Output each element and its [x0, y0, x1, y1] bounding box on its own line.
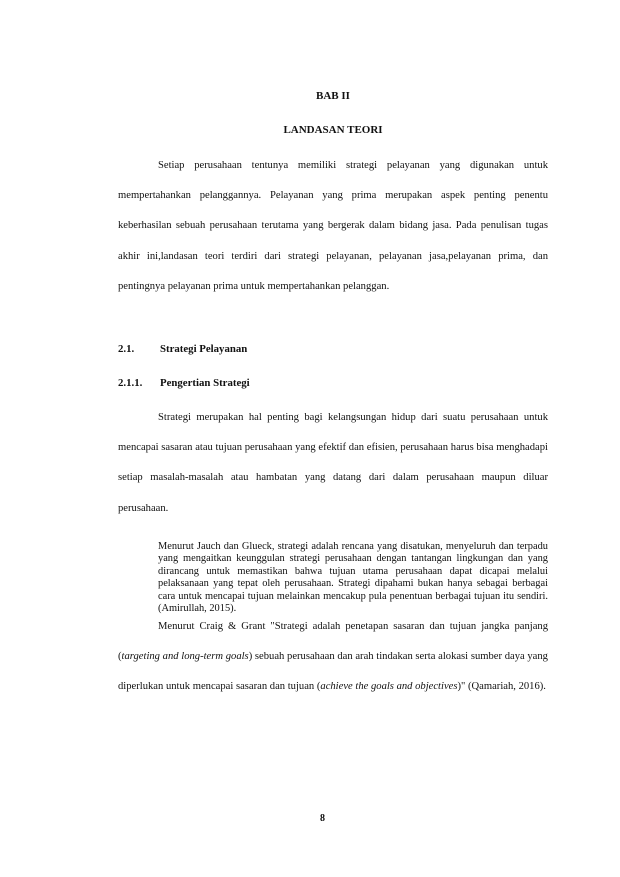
- strategy-paragraph-text: Strategi merupakan hal penting bagi kelangsungan hidup dari suatu perusahaan untuk mencapai sasaran atau tujuan perusahaan yang efektif dan efisien, perusahaan harus bisa menghadapi setiap masalah-masalah atau hambatan yang datang dari dalam perusahaan maupun diluar perusahaan.: [118, 412, 548, 514]
- craig-italic-2: achieve the goals and objectives: [320, 681, 458, 693]
- section-number: 2.1.: [118, 343, 135, 355]
- block-quote: Menurut Jauch dan Glueck, strategi adalah rencana yang disatukan, menyeluruh dan terpadu yang mengaitkan keunggulan strategi perusahaan dengan tantangan lingkungan dan yang dirancang untuk memastikan bahwa tujuan utama perusahaan dapat dicapai melalui pelaksanaan yang tepat oleh perusahaan. Strategi dipahami bukan hanya sebagai berbagai cara untuk mencapai tujuan melainkan mencakup pula penentuan berbagai tujuan itu sendiri. (Amirullah, 2015).: [158, 541, 548, 615]
- craig-text-2: ) sebuah perusahaan dan arah tindakan serta alokasi sumber daya yang diperlukan untuk mencapai sasaran dan tujuan (: [118, 651, 548, 693]
- chapter-number: BAB II: [316, 90, 350, 102]
- craig-paragraph: [118, 612, 548, 703]
- craig-text-3: )" (Qamariah, 2016).: [457, 681, 546, 693]
- strategy-paragraph: [118, 403, 548, 524]
- craig-italic-1: targeting and long-term goals: [121, 651, 249, 663]
- section-heading: [118, 343, 247, 355]
- section-title: Strategi Pelayanan: [160, 343, 248, 355]
- intro-paragraph-text: Setiap perusahaan tentunya memiliki strategi pelayanan yang digunakan untuk mempertahankan pelanggannya. Pelayanan yang prima merupakan aspek penting penentu keberhasilan sebuah perusahaan terutama yang bergerak dalam bidang jasa. Pada penulisan tugas akhir ini,landasan teori terdiri dari strategi pelayanan, pelayanan jasa,pelayanan prima, dan pentingnya pelayanan prima untuk mempertahankan pelanggan.: [118, 160, 548, 292]
- craig-text-1: Menurut Craig & Grant "Strategi adalah penetapan sasaran dan tujuan jangka panjang (: [118, 621, 548, 663]
- chapter-title: LANDASAN TEORI: [283, 124, 383, 136]
- subsection-heading: [118, 377, 250, 389]
- subsection-title: Pengertian Strategi: [160, 377, 250, 389]
- page-number: 8: [320, 813, 325, 824]
- subsection-number: 2.1.1.: [118, 377, 143, 389]
- intro-paragraph: [118, 151, 548, 302]
